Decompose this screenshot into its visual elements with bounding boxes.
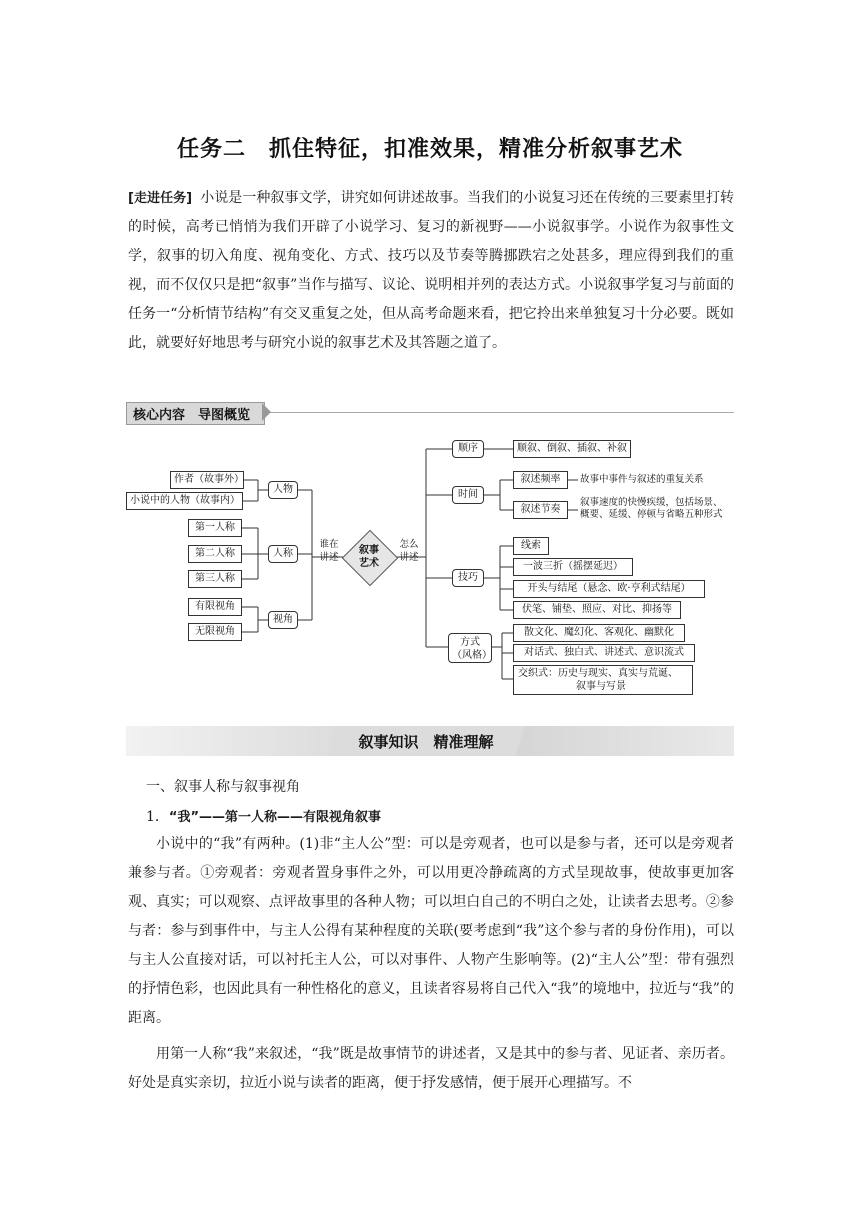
center-node-narrative-art bbox=[342, 530, 396, 584]
node-foreshadowing: 伏笔、铺垫、照应、对比、抑扬等 bbox=[513, 601, 681, 619]
rhythm-desc bbox=[580, 497, 723, 522]
who-narrates-label bbox=[316, 539, 342, 565]
how-narrates-line2: 讲述 bbox=[399, 551, 419, 563]
node-person: 人称 bbox=[268, 545, 298, 563]
node-character: 人物 bbox=[268, 481, 298, 499]
subsection-heading bbox=[146, 806, 381, 826]
section-heading: 一、叙事人称与叙事视角 bbox=[146, 779, 300, 795]
node-mode-line2: （风格） bbox=[452, 649, 492, 661]
node-style-dialogue: 对话式、独白式、讲述式、意识流式 bbox=[513, 644, 695, 662]
intro-text: 小说是一种叙事文学，讲究如何讲述故事。当我们的小说复习还在传统的三要素里打转的时候，高考已悄悄为我们开辟了小说学习、复习的新视野——小说叙事学。小说作为叙事性文学，叙事的切入角度、视角变化、方式、技巧以及节奏等腾挪跌宕之处甚多，理应得到我们的重视，而不仅仅只是把“叙事”当作与描写、议论、说明相并列的表达方式。小说叙事学复习与前面的任务一“分析情节结构”有交叉重复之处，但从高考命题来看，把它拎出来单独复习十分必要。既如此，就要好好地思考与研究小说的叙事艺术及其答题之道了。 bbox=[128, 190, 735, 351]
center-label-line2: 艺术 bbox=[359, 558, 379, 569]
node-second-person: 第二人称 bbox=[188, 545, 242, 563]
node-clue: 线索 bbox=[513, 537, 549, 555]
interweave-line1: 交织式：历史与现实、真实与荒诞、 bbox=[518, 668, 678, 679]
mind-map bbox=[126, 430, 734, 720]
rhythm-desc-line1: 叙事速度的快慢疾缓，包括场景、 bbox=[580, 497, 723, 508]
subsection-title: “我”——第一人称——有限视角叙事 bbox=[168, 810, 382, 825]
banner-arrow-icon bbox=[262, 403, 271, 421]
node-mode-style bbox=[448, 633, 492, 663]
node-order-types: 顺叙、倒叙、插叙、补叙 bbox=[513, 440, 631, 458]
frequency-desc: 故事中事件与叙述的重复关系 bbox=[580, 474, 704, 485]
node-mode-line1: 方式 bbox=[460, 637, 480, 648]
node-order: 顺序 bbox=[452, 440, 484, 458]
banner-knowledge-label: 叙事知识 精准理解 bbox=[358, 733, 494, 751]
center-label-line1: 叙事 bbox=[359, 545, 379, 556]
interweave-line2: 叙事与写景 bbox=[576, 680, 626, 692]
intro-tag: [走进任务] bbox=[128, 191, 193, 206]
subsection-number: 1． bbox=[146, 809, 169, 825]
node-technique: 技巧 bbox=[452, 569, 484, 587]
node-narrative-rhythm: 叙述节奏 bbox=[513, 501, 568, 519]
rhythm-desc-line2: 概要、延缓、停顿与省略五种形式 bbox=[580, 509, 723, 521]
node-time: 时间 bbox=[452, 486, 484, 504]
node-opening-ending: 开头与结尾（悬念、欧·亨利式结尾） bbox=[513, 580, 705, 598]
section-banner-knowledge bbox=[126, 726, 734, 756]
how-narrates-line1: 怎么 bbox=[399, 539, 419, 550]
section-banner-overview bbox=[126, 402, 265, 425]
node-viewpoint: 视角 bbox=[268, 611, 298, 629]
who-narrates-line1: 谁在 bbox=[319, 539, 339, 550]
page-title: 任务二 抓住特征，扣准效果，精准分析叙事艺术 bbox=[176, 137, 683, 162]
node-author: 作者（故事外） bbox=[170, 471, 244, 489]
body-paragraph-2: 用第一人称“我”来叙述，“我”既是故事情节的讲述者，又是其中的参与者、见证者、亲历者。好处是真实亲切，拉近小说与读者的距离，便于抒发感情，便于展开心理描写。不 bbox=[128, 1046, 734, 1091]
node-twists: 一波三折（摇摆延迟） bbox=[513, 558, 633, 576]
how-narrates-label bbox=[396, 539, 422, 565]
node-limited-view: 有限视角 bbox=[188, 598, 242, 616]
node-character-narrator: 小说中的人物（故事内） bbox=[126, 492, 243, 510]
who-narrates-line2: 讲述 bbox=[319, 551, 339, 563]
node-first-person: 第一人称 bbox=[188, 519, 242, 537]
node-narrative-frequency: 叙述频率 bbox=[513, 471, 568, 489]
banner-overview-label: 核心内容 导图概览 bbox=[126, 402, 265, 425]
node-style-prose: 散文化、魔幻化、客观化、幽默化 bbox=[513, 624, 685, 642]
node-third-person: 第三人称 bbox=[188, 570, 242, 588]
banner-rule bbox=[268, 412, 734, 413]
intro-paragraph bbox=[128, 184, 734, 358]
node-unlimited-view: 无限视角 bbox=[188, 623, 242, 641]
center-label bbox=[342, 544, 396, 570]
node-style-interweave bbox=[513, 665, 693, 695]
body-paragraph-1: 小说中的“我”有两种。(1)非“主人公”型：可以是旁观者，也可以是参与者，还可以是旁观者兼参与者。①旁观者：旁观者置身事件之外，可以用更冷静疏离的方式呈现故事，使故事更加客观、真实；可以观察、点评故事里的各种人物；可以坦白自己的不明白之处，让读者去思考。②参与者：参与到事件中，与主人公得有某种程度的关联(要考虑到“我”这个参与者的身份作用)，可以与主人公直接对话，可以衬托主人公，可以对事件、人物产生影响等。(2)“主人公”型：带有强烈的抒情色彩，也因此具有一种性格化的意义，且读者容易将自己代入“我”的境地中，拉近与“我”的距离。 bbox=[128, 836, 734, 1026]
